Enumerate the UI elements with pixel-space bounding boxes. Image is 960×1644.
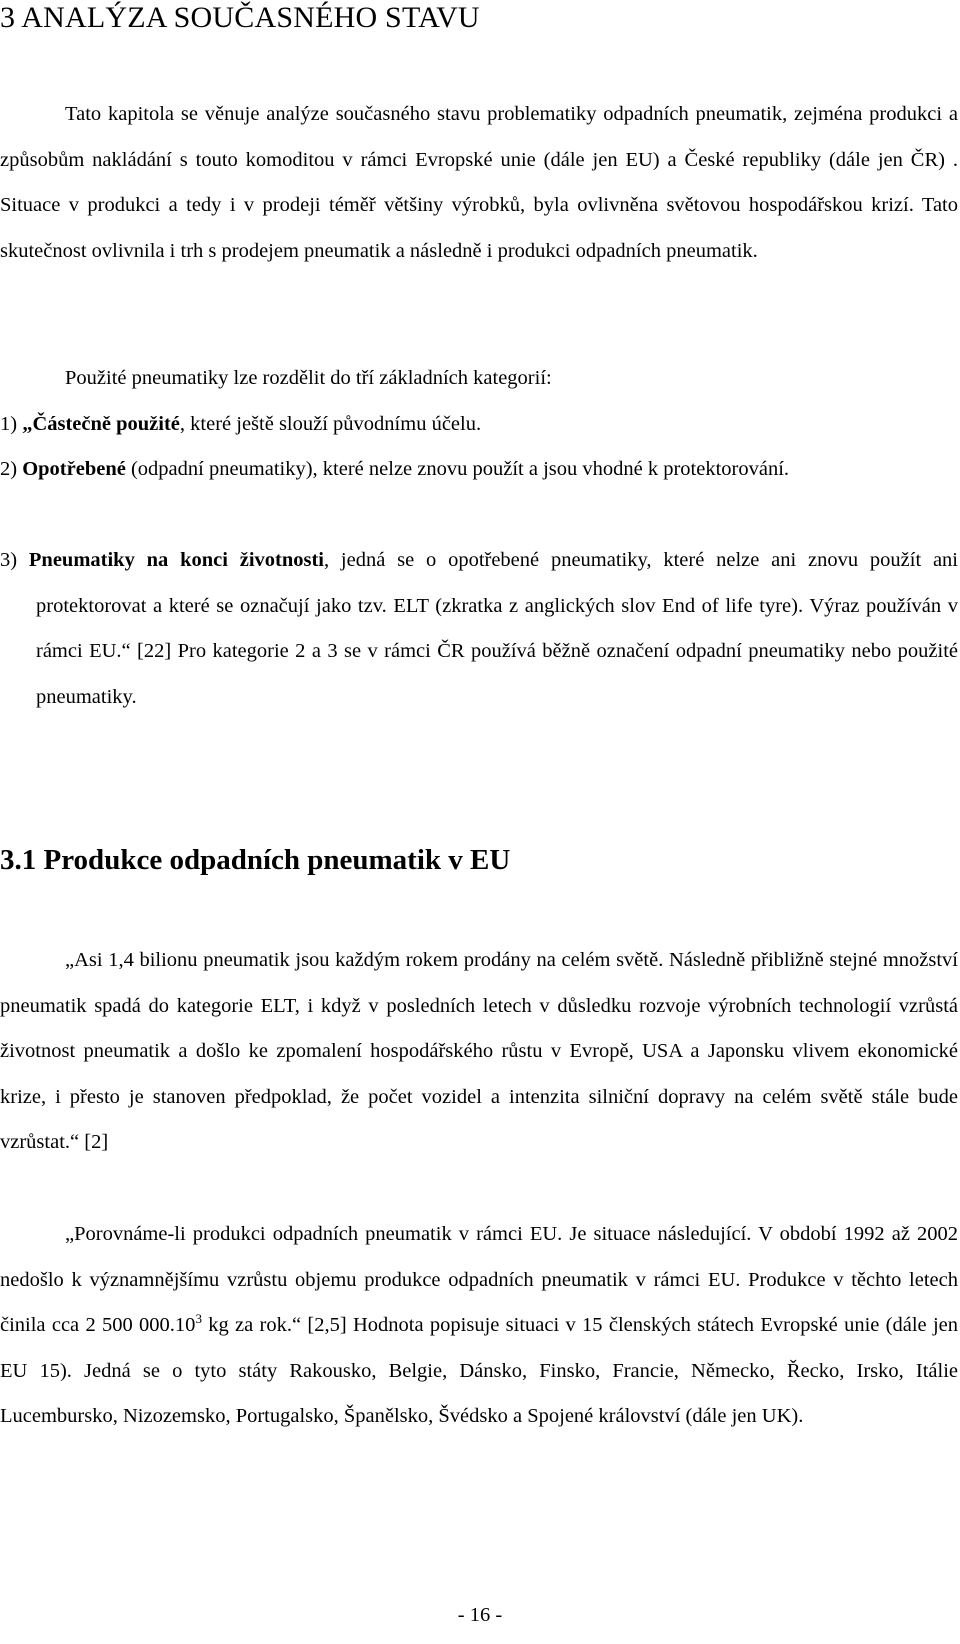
- category-text: , jedná se o opotřebené pneumatiky, které nelze ani znovu použít ani protektorovat a které se označují jako tzv. ELT (zkratka z anglických slov End of life tyre). Výraz používán v rámci EU.“ [22] Pro kategorie 2 a 3 se v rámci ČR používá běžně označení odpadní pneumatiky nebo použité pneumatiky.: [36, 549, 958, 708]
- paragraph-2-text-a: „Porovnáme-li produkci odpadních pneumatik v rámci EU. Je situace následující. V období 1992 až 2002 nedošlo k významnějšímu vzrůstu objemu produkce odpadních pneumatik v rámci EU. Produkce v těchto letech činila cca 2 500 000.10: [0, 1223, 958, 1337]
- category-term: Opotřebené: [22, 458, 126, 480]
- chapter-heading: 3 ANALÝZA SOUČASNÉHO STAVU: [0, 1, 480, 34]
- intro-paragraph: Tato kapitola se věnuje analýze současného stavu problematiky odpadních pneumatik, zejména produkci a způsobům nakládání s touto komoditou v rámci Evropské unie (dále jen EU) a České republiky (dále jen ČR) . Situace v produkci a tedy i v prodeji téměř většiny výrobků, byla ovlivněna světovou hospodářskou krizí. Tato skutečnost ovlivnila i trh s prodejem pneumatik a následně i produkci odpadních pneumatik.: [0, 103, 958, 262]
- category-text: , které ještě slouží původnímu účelu.: [179, 413, 482, 435]
- categories-intro: Použité pneumatiky lze rozdělit do tří základních kategorií:: [65, 367, 552, 389]
- category-text: (odpadní pneumatiky), které nelze znovu použít a jsou vhodné k protektorování.: [125, 458, 790, 480]
- category-term: „Částečně použité: [22, 413, 180, 435]
- category-number: 3): [0, 549, 18, 571]
- paragraph-1: „Asi 1,4 bilionu pneumatik jsou každým rokem prodány na celém světě. Následně přibližně stejné množství pneumatik spadá do kategorie ELT, i když v posledních letech v důsledku rozvoje výrobních technologií vzrůstá životnost pneumatik a došlo ke zpomalení hospodářského růstu v Evropě, USA a Japonsku vlivem ekonomické krize, i přesto je stanoven předpoklad, že počet vozidel a intenzita silniční dopravy na celém světě stále bude vzrůstat.“ [2]: [0, 949, 958, 1154]
- exponent: 3: [195, 1311, 202, 1327]
- page-number: - 16 -: [457, 1604, 503, 1626]
- category-item-3: [0, 538, 958, 720]
- category-item-1: [0, 402, 958, 448]
- category-term: Pneumatiky na konci životnosti: [28, 549, 324, 571]
- paragraph-2: [0, 1212, 958, 1440]
- category-number: 1): [0, 413, 18, 435]
- paragraph-2-text-b: kg za rok.“ [2,5] Hodnota popisuje situaci v 15 členských státech Evropské unie (dále jen EU 15). Jedná se o tyto státy Rakousko, Belgie, Dánsko, Finsko, Francie, Německo, Řecko, Irsko, Itálie Lucembursko, Nizozemsko, Portugalsko, Španělsko, Švédsko a Spojené království (dále jen UK).: [0, 1314, 958, 1428]
- category-item-2: [0, 447, 958, 493]
- category-number: 2): [0, 458, 18, 480]
- section-heading: 3.1 Produkce odpadních pneumatik v EU: [0, 844, 511, 876]
